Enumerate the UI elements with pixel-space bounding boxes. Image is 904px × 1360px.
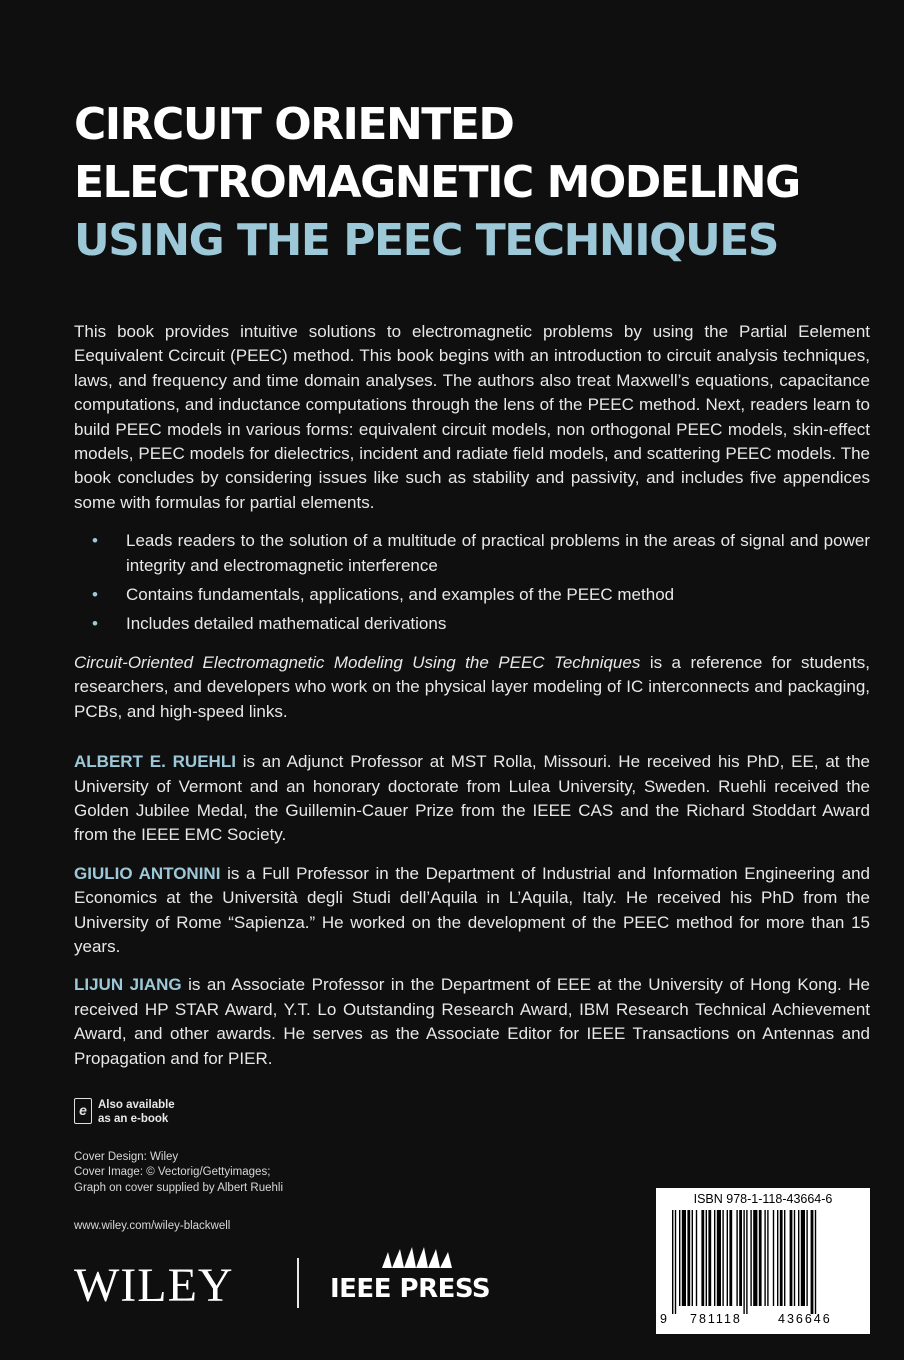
reference-title: Circuit-Oriented Electromagnetic Modeling Using the PEEC Techniques bbox=[74, 652, 641, 672]
e-book-icon: e bbox=[74, 1098, 92, 1124]
ieee-press-mark-icon bbox=[378, 1246, 454, 1270]
barcode-digits-right: 436646 bbox=[778, 1312, 832, 1326]
author-bio: LIJUN JIANG is an Associate Professor in the Department of EEE at the University of Hong Kong. He received HP STAR Award, Y.T. Lo Outstanding Research Award, IBM Research Technical Achievement Award, and other awards. He serves as the Associate Editor for IEEE Transactions on Antennas and Propagation and for PIER. bbox=[74, 975, 871, 1068]
feature-item: • Includes detailed mathematical derivations bbox=[74, 612, 870, 636]
ieee-press-logo bbox=[330, 1246, 491, 1310]
author-name: LIJUN JIANG bbox=[74, 975, 182, 995]
isbn-barcode bbox=[656, 1188, 870, 1334]
feature-list bbox=[74, 529, 870, 637]
title-line-3: USING THE PEEC TECHNIQUES bbox=[74, 215, 778, 266]
barcode-bars bbox=[672, 1210, 858, 1314]
feature-item: • Contains fundamentals, applications, and examples of the PEEC method bbox=[74, 583, 870, 607]
author-name: GIULIO ANTONINI bbox=[74, 863, 221, 883]
back-cover-body bbox=[74, 320, 870, 1071]
description: This book provides intuitive solutions to electromagnetic problems by using the Partial Eelement Eequivalent Ccircuit (PEEC) method. This book begins with an introduction to circuit analysis techniques, laws, and frequency and time domain analyses. The authors also treat Maxwell’s equations, capacitance computations, and inductance computations through the lens of the PEEC method. Next, readers learn to build PEEC models in various forms: equivalent circuit models, non orthogonal PEEC models, skin-effect models, PEEC models for dielectrics, incident and radiate field models, and scattering PEEC models. The book concludes by considering issues like such as stability and passivity, and includes five appendices some with formulas for partial elements. bbox=[74, 322, 870, 512]
book-title bbox=[74, 96, 800, 270]
ieee-press-wordmark: IEEE PRESS bbox=[330, 1274, 491, 1304]
author-bio: GIULIO ANTONINI is a Full Professor in the Department of Industrial and Information Engineering and Economics at the Università degli Studi dell’Aquila in L’Aquila, Italy. He received his PhD from the University of Rome “Sapienza.” He worked on the development of the PEEC method for more than 15 years. bbox=[74, 863, 870, 956]
author-name: ALBERT E. RUEHLI bbox=[74, 752, 236, 772]
wiley-logo: WILEY bbox=[74, 1259, 234, 1312]
bullet-icon: • bbox=[92, 531, 98, 551]
barcode-digits-left: 781118 bbox=[690, 1312, 742, 1326]
cover-credits: Cover Design: Wiley Cover Image: © Vectorig/Gettyimages; Graph on cover supplied by Albert Ruehli bbox=[74, 1151, 284, 1194]
isbn-label: ISBN 978-1-118-43664-6 bbox=[693, 1192, 833, 1206]
publisher-website: www.wiley.com/wiley-blackwell bbox=[74, 1220, 231, 1232]
ebook-availability: e Also available as an e-book bbox=[74, 1098, 175, 1126]
title-line-1: CIRCUIT ORIENTED bbox=[74, 99, 514, 150]
barcode-digit-first: 9 bbox=[660, 1312, 667, 1326]
logo-divider bbox=[297, 1258, 299, 1308]
author-bio: ALBERT E. RUEHLI is an Adjunct Professor at MST Rolla, Missouri. He received his PhD, EE, at the University of Vermont and an honorary doctorate from Lulea University, Sweden. Ruehli received the Golden Jubilee Medal, the Guillemin-Cauer Prize from the IEEE CAS and the Richard Stoddart Award from the IEEE EMC Society. bbox=[74, 752, 870, 845]
title-line-2: ELECTROMAGNETIC MODELING bbox=[74, 157, 800, 208]
reference-statement: Circuit-Oriented Electromagnetic Modeling Using the PEEC Techniques is a reference for students, researchers, and developers who work on the physical layer modeling of IC interconnects and packaging, PCBs, and high-speed links. bbox=[74, 652, 871, 721]
bullet-icon: • bbox=[92, 585, 98, 605]
feature-item: • Leads readers to the solution of a multitude of practical problems in the areas of signal and power integrity and electromagnetic interference bbox=[92, 531, 870, 575]
bullet-icon: • bbox=[92, 614, 98, 634]
